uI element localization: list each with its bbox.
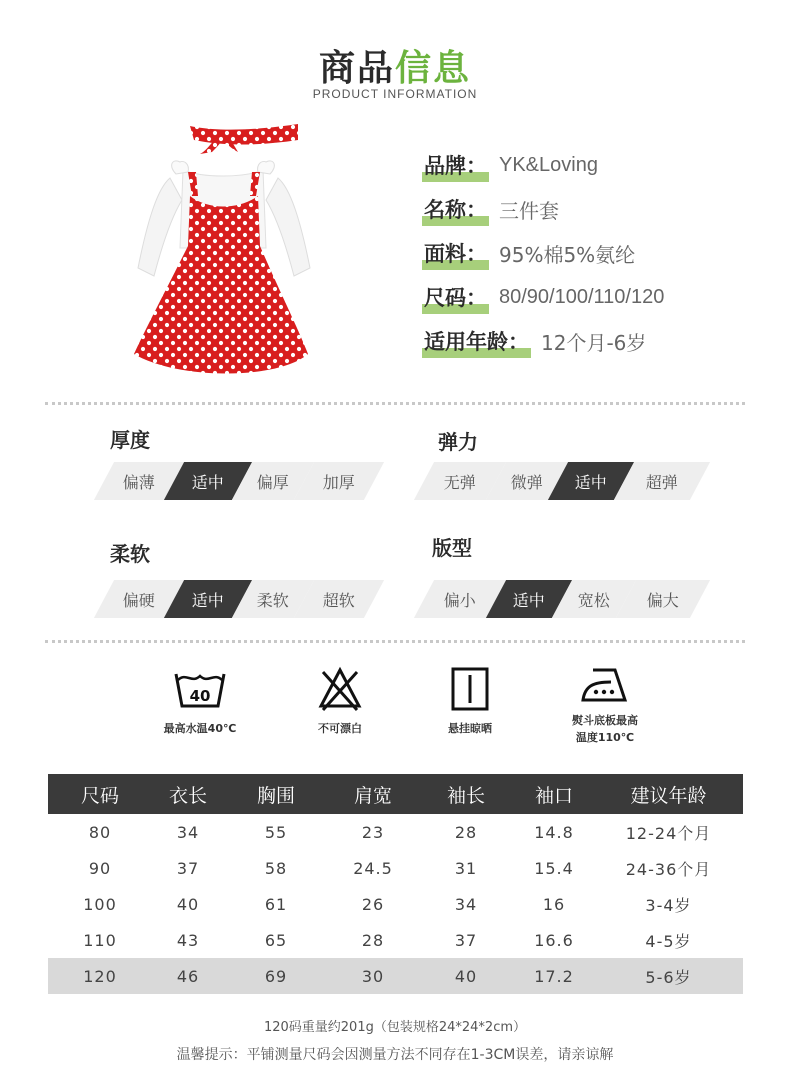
table-cell: 65 bbox=[264, 930, 288, 950]
size-table bbox=[48, 774, 743, 994]
table-cell: 28 bbox=[361, 930, 385, 950]
elasticity-bar bbox=[424, 462, 700, 500]
thickness-option-selected: 适中 bbox=[164, 462, 252, 500]
product-image bbox=[128, 118, 318, 388]
table-header: 肩宽 bbox=[328, 774, 418, 814]
headband-image bbox=[190, 124, 298, 154]
table-row bbox=[48, 814, 743, 850]
table-cell: 46 bbox=[152, 958, 224, 994]
table-cell: 100 bbox=[83, 894, 117, 914]
info-key: 尺码： bbox=[422, 282, 489, 312]
elasticity-option: 超弹 bbox=[614, 462, 710, 500]
table-cell: 30 bbox=[328, 958, 418, 994]
softness-option-selected: 适中 bbox=[164, 580, 252, 618]
info-fabric bbox=[422, 236, 635, 270]
title-part1: 商品 bbox=[318, 48, 395, 89]
table-cell: 3-4岁 bbox=[645, 895, 692, 915]
page-title bbox=[0, 40, 790, 91]
care-hang-dry bbox=[410, 666, 530, 737]
table-header-row bbox=[48, 774, 743, 814]
table-cell: 90 bbox=[88, 858, 112, 878]
thickness-option: 加厚 bbox=[294, 462, 384, 500]
table-header: 尺码 bbox=[48, 774, 152, 814]
info-size bbox=[422, 280, 664, 314]
info-value: 三件套 bbox=[499, 198, 559, 223]
elasticity-option-selected: 适中 bbox=[548, 462, 634, 500]
elasticity-option: 无弹 bbox=[414, 462, 506, 500]
fit-option: 偏大 bbox=[616, 580, 710, 618]
fit-option: 宽松 bbox=[552, 580, 636, 618]
iron-icon bbox=[579, 664, 631, 704]
table-cell: 28 bbox=[454, 822, 478, 842]
table-cell: 15.4 bbox=[534, 858, 574, 878]
table-row bbox=[48, 922, 743, 958]
table-cell: 14.8 bbox=[534, 822, 574, 842]
table-cell: 24.5 bbox=[353, 858, 393, 878]
table-header: 袖口 bbox=[514, 774, 594, 814]
softness-option: 超软 bbox=[294, 580, 384, 618]
table-header: 建议年龄 bbox=[594, 774, 743, 814]
table-cell: 34 bbox=[176, 822, 200, 842]
divider bbox=[45, 640, 745, 643]
measurement-tip: 温馨提示：平铺测量尺码会因测量方法不同存在1-3CM误差，请亲谅解 bbox=[176, 1047, 614, 1063]
table-row bbox=[48, 886, 743, 922]
thickness-bar bbox=[104, 462, 374, 500]
fit-option: 偏小 bbox=[414, 580, 506, 618]
weight-note: 120码重量约201g（包装规格24*24*2cm） bbox=[263, 1020, 527, 1035]
softness-title: 柔软 bbox=[110, 542, 150, 566]
table-cell: 23 bbox=[361, 822, 385, 842]
table-cell: 110 bbox=[83, 930, 117, 950]
table-cell: 80 bbox=[88, 822, 112, 842]
hang-dry-icon bbox=[450, 666, 490, 712]
thickness-option: 偏厚 bbox=[232, 462, 314, 500]
fit-bar bbox=[424, 580, 700, 618]
info-age bbox=[422, 324, 646, 358]
page-subtitle: PRODUCT INFORMATION bbox=[312, 87, 478, 101]
table-row-highlighted bbox=[48, 958, 743, 994]
fit-option-selected: 适中 bbox=[486, 580, 572, 618]
softness-bar bbox=[104, 580, 374, 618]
softness-option: 偏硬 bbox=[94, 580, 184, 618]
elasticity-option: 微弹 bbox=[486, 462, 568, 500]
care-no-bleach bbox=[280, 666, 400, 737]
table-cell: 12-24个月 bbox=[625, 823, 712, 843]
table-cell: 24-36个月 bbox=[625, 859, 712, 879]
care-label: 熨斗底板最高 温度110℃ bbox=[572, 714, 638, 744]
table-cell: 61 bbox=[264, 894, 288, 914]
table-header: 衣长 bbox=[152, 774, 224, 814]
title-part2: 信息 bbox=[395, 48, 472, 89]
table-header: 袖长 bbox=[418, 774, 514, 814]
care-label: 不可漂白 bbox=[318, 722, 362, 735]
table-cell: 16 bbox=[542, 894, 566, 914]
care-iron bbox=[545, 664, 665, 746]
table-cell: 120 bbox=[48, 958, 152, 994]
info-value: YK&Loving bbox=[499, 153, 598, 176]
care-label: 最高水温40℃ bbox=[163, 722, 237, 735]
table-cell: 16.6 bbox=[534, 930, 574, 950]
fit-title: 版型 bbox=[432, 536, 472, 560]
divider bbox=[45, 402, 745, 405]
care-wash bbox=[140, 668, 260, 737]
info-key: 名称： bbox=[422, 194, 489, 224]
table-cell: 69 bbox=[224, 958, 328, 994]
table-cell: 17.2 bbox=[514, 958, 594, 994]
table-cell: 40 bbox=[176, 894, 200, 914]
info-name bbox=[422, 192, 559, 226]
table-cell: 55 bbox=[264, 822, 288, 842]
wash-40-icon bbox=[172, 668, 228, 710]
info-key: 面料： bbox=[422, 238, 489, 268]
svg-text:40: 40 bbox=[189, 687, 211, 705]
table-cell: 40 bbox=[418, 958, 514, 994]
elasticity-title: 弹力 bbox=[438, 430, 478, 454]
softness-option: 柔软 bbox=[232, 580, 314, 618]
thickness-title: 厚度 bbox=[110, 428, 150, 452]
table-cell: 5-6岁 bbox=[594, 958, 743, 994]
care-label: 悬挂晾晒 bbox=[448, 722, 492, 735]
info-brand bbox=[422, 148, 598, 182]
table-cell: 43 bbox=[176, 930, 200, 950]
table-cell: 37 bbox=[176, 858, 200, 878]
info-value: 80/90/100/110/120 bbox=[499, 285, 665, 308]
table-cell: 26 bbox=[361, 894, 385, 914]
table-cell: 4-5岁 bbox=[645, 931, 692, 951]
thickness-option: 偏薄 bbox=[94, 462, 184, 500]
info-key: 适用年龄： bbox=[422, 326, 531, 356]
table-cell: 37 bbox=[454, 930, 478, 950]
info-key: 品牌： bbox=[422, 150, 489, 180]
table-cell: 58 bbox=[264, 858, 288, 878]
table-cell: 31 bbox=[454, 858, 478, 878]
table-row bbox=[48, 850, 743, 886]
table-header: 胸围 bbox=[224, 774, 328, 814]
no-bleach-icon bbox=[317, 666, 363, 712]
info-value: 12个月-6岁 bbox=[541, 330, 647, 355]
table-cell: 34 bbox=[454, 894, 478, 914]
info-value: 95%棉5%氨纶 bbox=[499, 242, 636, 267]
